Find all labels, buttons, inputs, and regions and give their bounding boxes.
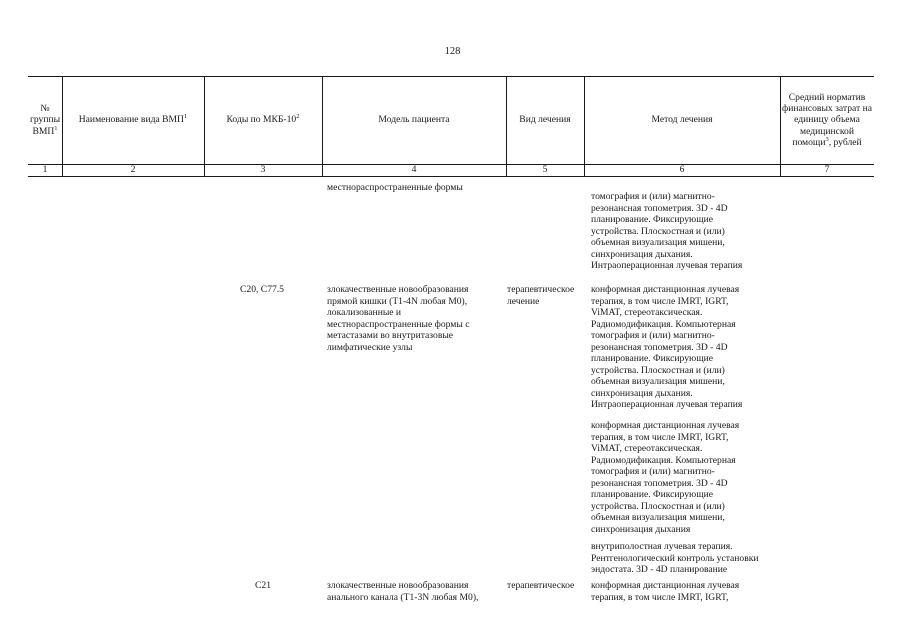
footnote-marker: 1 — [54, 124, 58, 132]
row2-icd-codes: C20, C77.5 — [240, 284, 284, 295]
header-group-number-text: № группы ВМП — [29, 103, 61, 137]
column-number: 4 — [411, 164, 417, 175]
row3-patient-model: злокачественные новообразования анального канала (T1-3N любая M0), — [327, 580, 479, 603]
row3-treatment-type: терапевтическое — [507, 580, 575, 591]
row3-treatment-method: конформная дистанционная лучевая терапия, в том числе IMRT, IGRT, — [591, 580, 740, 603]
row1-patient-model: местнораспространенные формы — [327, 182, 463, 193]
header-vmp-name — [62, 76, 204, 164]
header-patient-model: Модель пациента — [378, 114, 450, 126]
column-number: 1 — [42, 164, 48, 175]
header-icd-codes — [204, 76, 322, 164]
row1-treatment-method: томография и (или) магнитно- резонансная топометрия. 3D - 4D планирование. Фиксирующие устройства. Плоскостная и (или) объемная визуализация мишени, синхронизация дыхания. Интраоперационная лучевая терапия — [591, 191, 743, 271]
column-number: 5 — [542, 164, 548, 175]
column-number: 2 — [130, 164, 136, 175]
footnote-marker: 2 — [296, 113, 300, 121]
row2-treatment-type: терапевтическое лечение — [507, 284, 575, 307]
header-cost-standard-text: Средний норматив финансовых затрат на единицу объема медицинской помощи — [781, 91, 872, 148]
row2-treatment-method: конформная дистанционная лучевая терапия, в том числе IMRT, IGRT, ViMAT, стереотаксическая. Радиомодификация. Компьютерная томография и (или) магнитно- резонансная топометрия. 3D - 4D планирование. Фиксирующие устройства. Плоскостная и (или) объемная визуализация мишени, синхронизация дыхания — [591, 420, 740, 535]
footnote-marker: 3 — [825, 135, 829, 143]
table-header — [28, 76, 874, 176]
row2-patient-model: злокачественные новообразования прямой кишки (T1-4N любая M0), локализованные и местнораспространенные формы с метастазами во внутритазовые лимфатические узлы — [327, 284, 470, 353]
column-numbers-bottom-rule — [28, 176, 874, 177]
header-cost-standard — [780, 76, 874, 164]
row2-treatment-method: конформная дистанционная лучевая терапия, в том числе IMRT, IGRT, ViMAT, стереотаксическая. Радиомодификация. Компьютерная томография и (или) магнитно- резонансная топометрия. 3D - 4D планирование. Фиксирующие устройства. Плоскостная и (или) объемная визуализация мишени, синхронизация дыхания. Интраоперационная лучевая терапия — [591, 284, 743, 410]
header-vmp-name-text: Наименование вида ВМП — [78, 114, 184, 126]
column-number: 3 — [260, 164, 266, 175]
column-number: 6 — [679, 164, 685, 175]
column-number: 7 — [824, 164, 830, 175]
footnote-marker: 1 — [183, 113, 188, 121]
row3-icd-codes: C21 — [255, 580, 271, 591]
header-group-number — [28, 76, 62, 164]
header-icd-codes-text: Коды по МКБ-10 — [226, 114, 297, 126]
header-treatment-type: Вид лечения — [519, 114, 571, 126]
page-number: 128 — [444, 46, 461, 57]
header-cost-standard-unit: , рублей — [828, 136, 862, 148]
header-treatment-method: Метод лечения — [651, 114, 713, 126]
row2-treatment-method: внутриполостная лучевая терапия. Рентгенологический контроль установки эндостата. 3D - 4D планирование — [591, 541, 759, 575]
